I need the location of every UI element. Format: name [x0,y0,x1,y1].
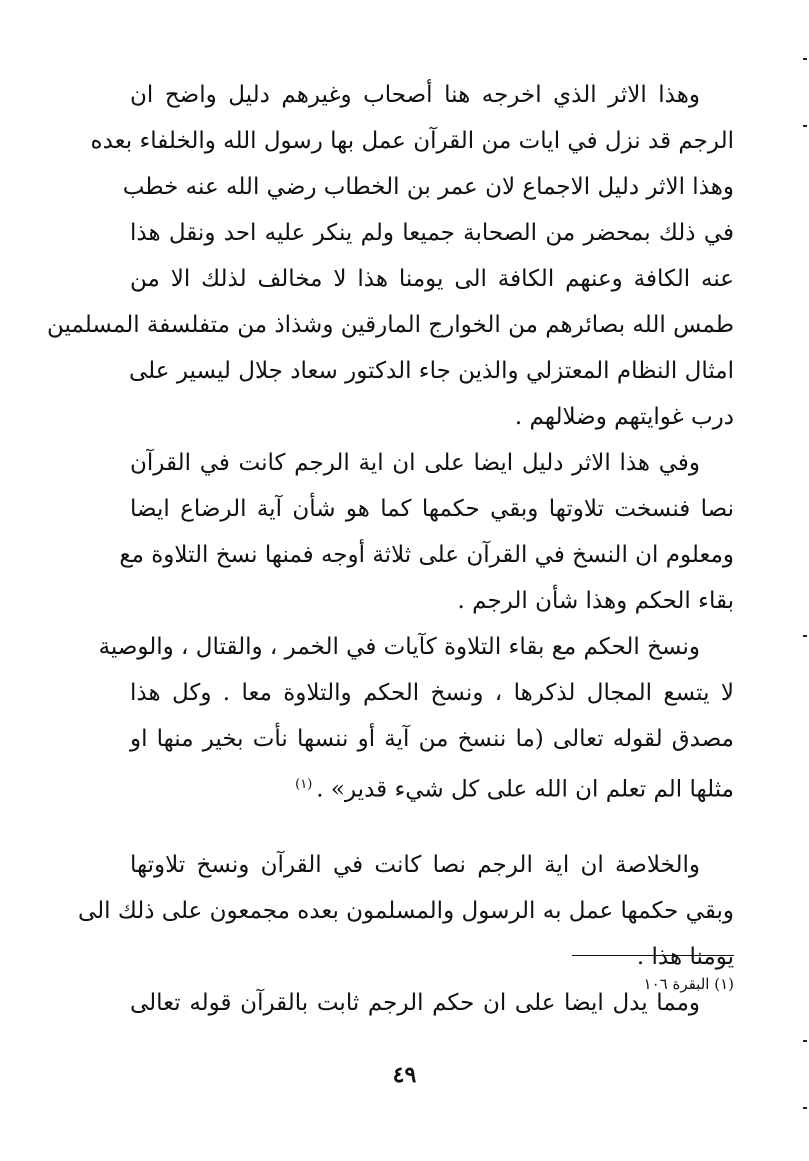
scan-speck [803,635,807,637]
text-line: وفي هذا الاثر دليل ايضا على ان اية الرجم كانت في القرآن [130,450,700,476]
text-line: وهذا الاثر دليل الاجماع لان عمر بن الخطاب رضي الله عنه خطب [122,174,734,200]
text-line: ونسخ الحكم مع بقاء التلاوة كآيات في الخمر ، والقتال ، والوصية [98,634,700,660]
text-line-content: مثلها الم تعلم ان الله على كل شيء قدير» . [316,776,734,803]
text-line: امثال النظام المعتزلي والذين جاء الدكتور سعاد جلال ليسير على [129,358,734,384]
scan-speck [803,1107,807,1109]
text-line: عنه الكافة وعنهم الكافة الى يومنا هذا لا مخالف لذلك الا من [130,266,734,292]
body-text [47,72,734,1026]
scan-speck [803,58,807,60]
text-line: نصا فنسخت تلاوتها وبقي حكمها كما هو شأن آية الرضاع ايضا [130,496,734,522]
text-line: في ذلك بمحضر من الصحابة جميعا ولم ينكر عليه احد ونقل هذا [130,220,734,246]
text-line: ومما يدل ايضا على ان حكم الرجم ثابت بالقرآن قوله تعالى [130,990,700,1016]
text-line: درب غوايتهم وضلالهم . [514,404,734,430]
text-line: الرجم قد نزل في ايات من القرآن عمل بها رسول الله والخلفاء بعده [90,128,734,154]
text-line: لا يتسع المجال لذكرها ، ونسخ الحكم والتلاوة معا . وكل هذا [130,680,734,706]
text-line: والخلاصة ان اية الرجم نصا كانت في القرآن ونسخ تلاوتها [130,852,700,878]
text-line: طمس الله بصائرهم من الخوارج المارقين وشذاذ من متفلسفة المسلمين [47,312,734,338]
paragraph-gap [130,808,734,842]
footnote-divider [572,955,734,956]
scan-speck [803,125,807,127]
text-line: مصدق لقوله تعالى (ما ننسخ من آية أو ننسها نأت بخير منها او [130,726,734,752]
text-line: ومعلوم ان النسخ في القرآن على ثلاثة أوجه فمنها نسخ التلاوة مع [119,542,734,568]
scan-speck [803,1040,807,1042]
text-line: وهذا الاثر الذي اخرجه هنا أصحاب وغيرهم دليل واضح ان [130,82,700,108]
text-line: يومنا هذا . [636,944,734,970]
text-line: وبقي حكمها عمل به الرسول والمسلمون بعده مجمعون على ذلك الى [77,898,734,924]
text-line [130,762,734,808]
text-line: بقاء الحكم وهذا شأن الرجم . [457,588,734,614]
page-number: ٤٩ [392,1062,417,1088]
footnote: (١) البقرة ١٠٦ [643,975,734,993]
footnote-reference: (١) [295,777,313,792]
